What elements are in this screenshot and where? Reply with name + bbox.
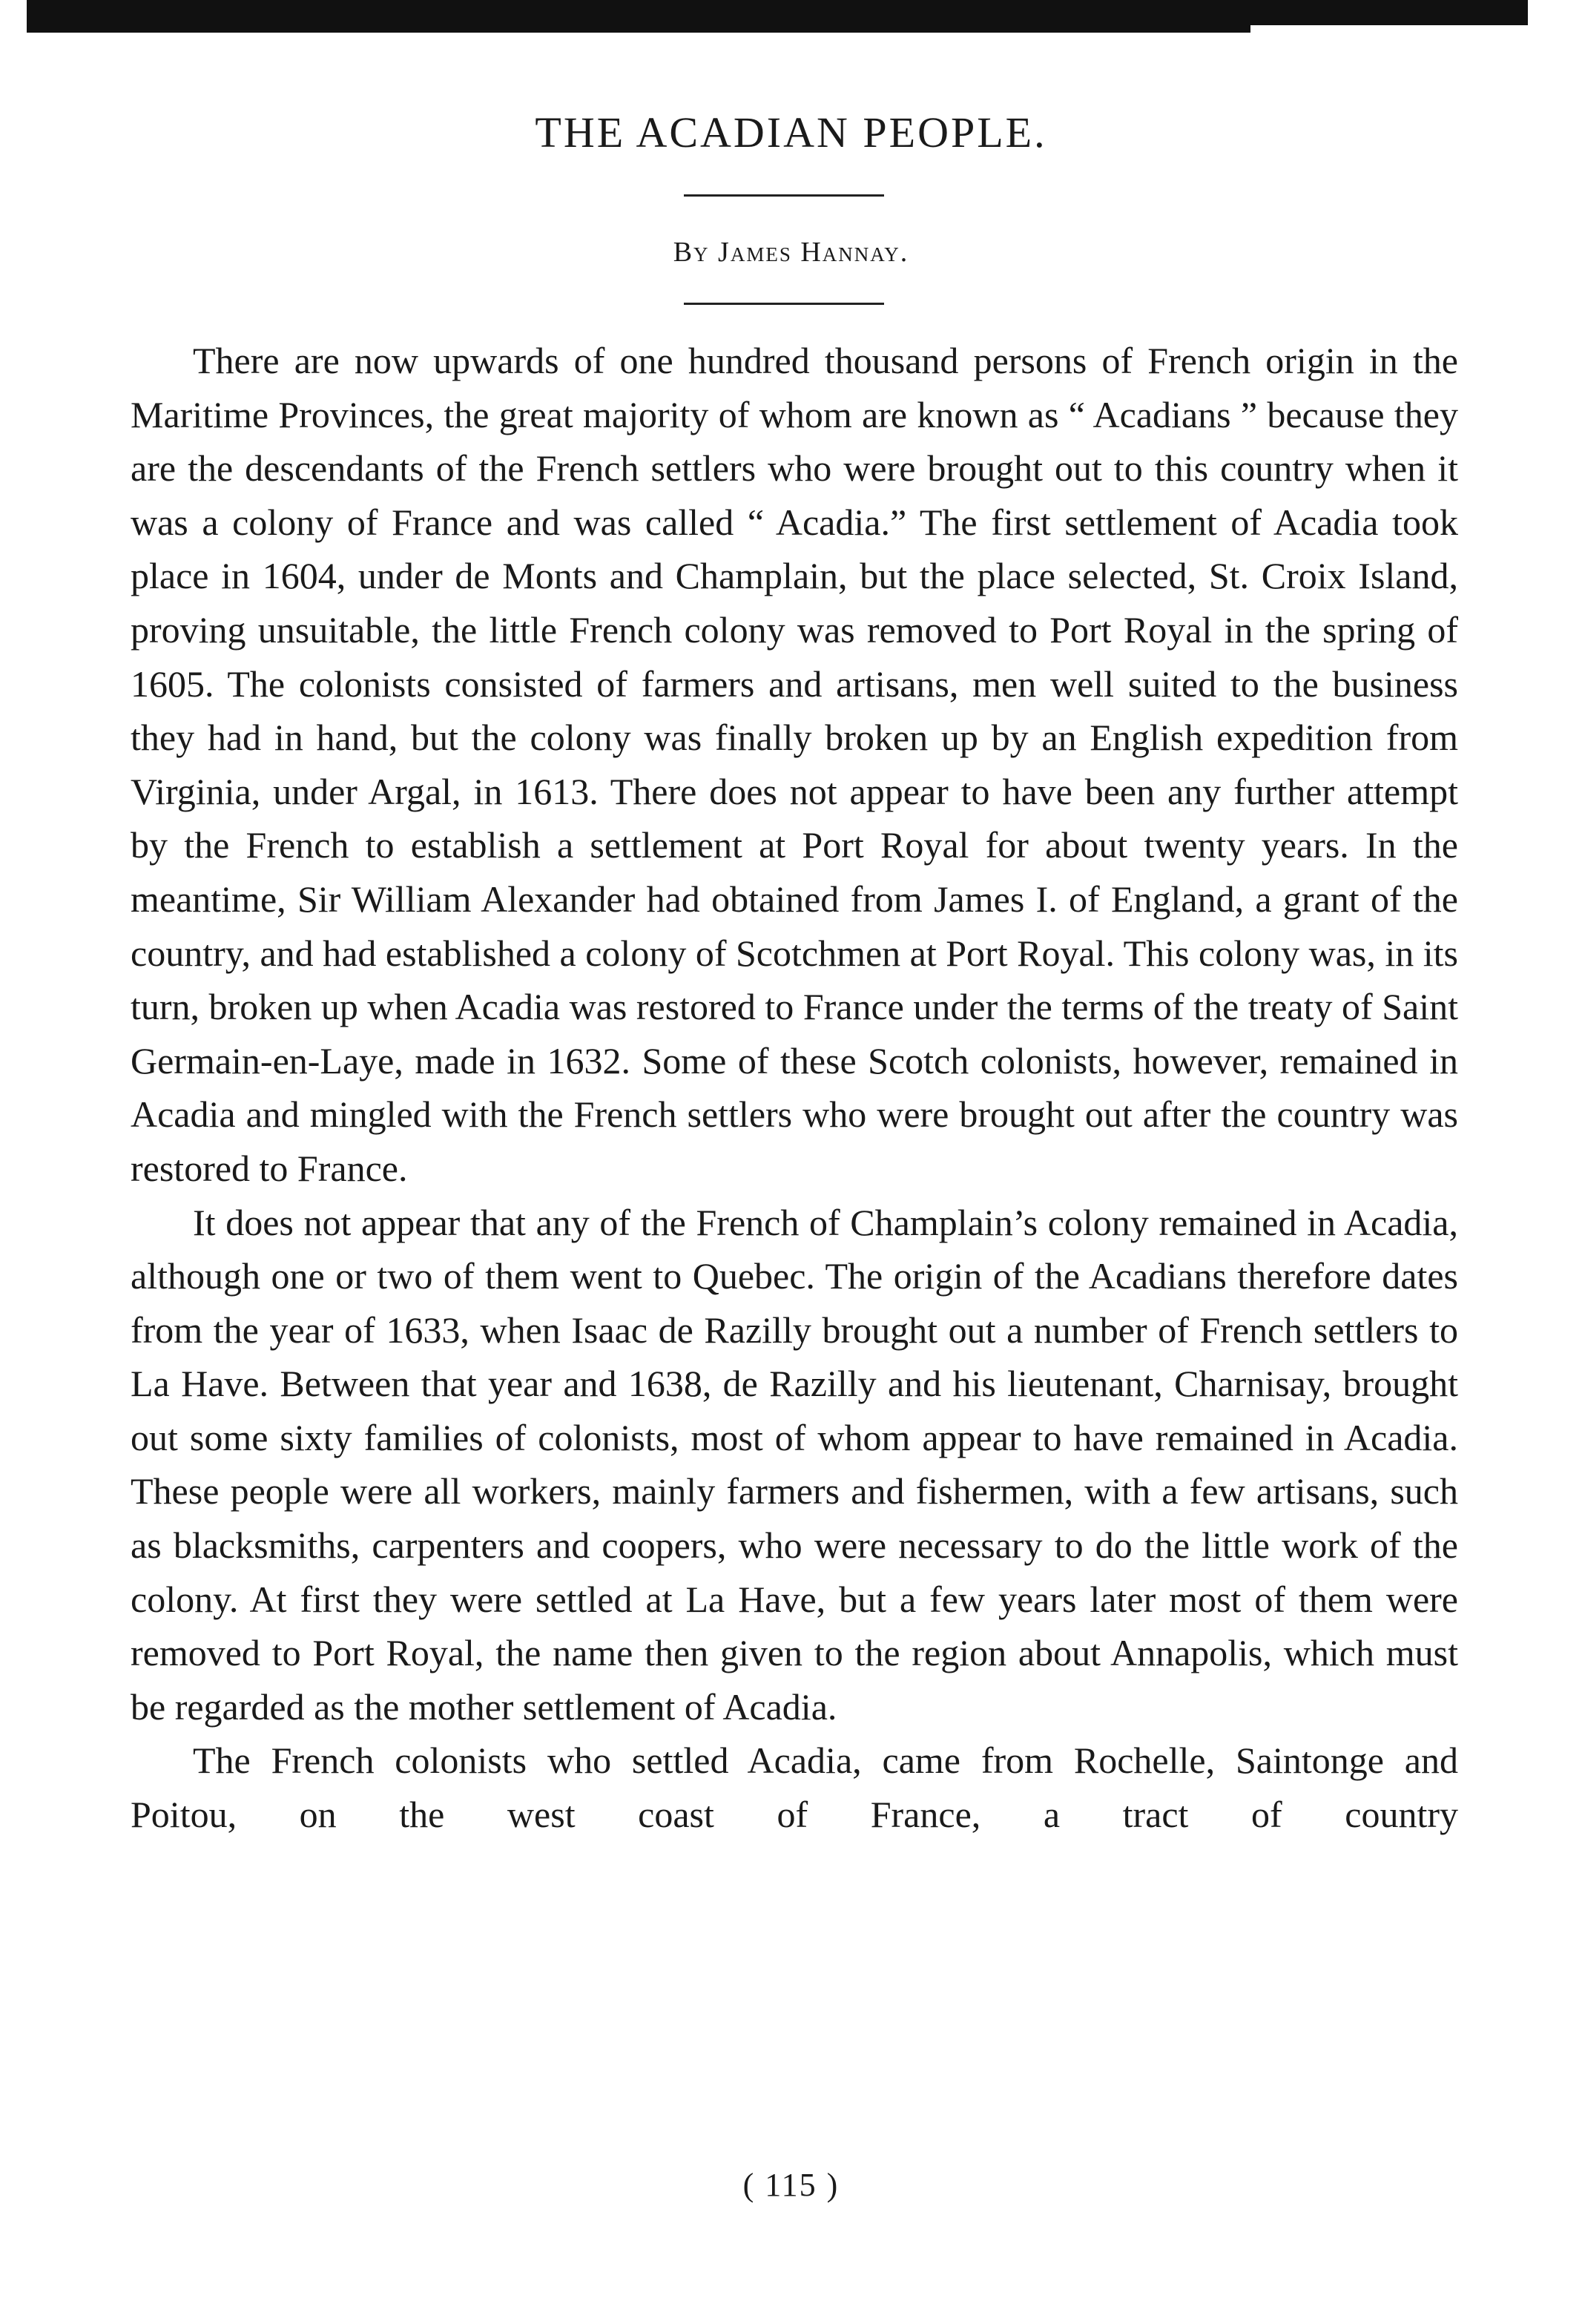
article-body [131, 334, 1458, 1842]
author-byline: By James Hannay. [673, 237, 909, 268]
byline-divider [684, 303, 884, 305]
paragraph-1: There are now upwards of one hundred thousand persons of French origin in the Maritime Provinces, the great majority of whom are known as “ Acadians ” because they are the descendants of the French settlers who were brought out to this country when it was a colony of France and was called “ Acadia.” The first settlement of Acadia took place in 1604, under de Monts and Champlain, but the place selected, St. Croix Island, proving unsuitable, the little French colony was removed to Port Royal in the spring of 1605. The colonists consisted of farmers and artisans, men well suited to the business they had in hand, but the colony was finally broken up by an English expedition from Virginia, under Argal, in 1613. There does not appear to have been any further attempt by the French to establish a settlement at Port Royal for about twenty years. In the meantime, Sir William Alexander had obtained from James I. of England, a grant of the country, and had established a colony of Scotchmen at Port Royal. This colony was, in its turn, broken up when Acadia was restored to France under the terms of the treaty of Saint Germain-en-Laye, made in 1632. Some of these Scotch colonists, however, remained in Acadia and mingled with the French settlers who were brought out after the country was restored to France. [131, 340, 1458, 1189]
top-border-rule [27, 0, 1528, 25]
article-title: THE ACADIAN PEOPLE. [535, 108, 1047, 157]
title-divider [684, 194, 884, 197]
page-number: ( 115 ) [742, 2167, 840, 2203]
paragraph-2: It does not appear that any of the French of Champlain’s colony remained in Acadia, although one or two of them went to Quebec. The origin of the Acadians therefore dates from the year of 1633, when Isaac de Razilly brought out a number of French settlers to La Have. Between that year and 1638, de Razilly and his lieutenant, Charnisay, brought out some sixty families of colonists, most of whom appear to have remained in Acadia. These people were all workers, mainly farmers and fishermen, with a few artisans, such as blacksmiths, carpenters and coopers, who were necessary to do the little work of the colony. At first they were settled at La Have, but a few years later most of them were removed to Port Royal, the name then given to the region about Annapolis, which must be regarded as the mother settlement of Acadia. [131, 1201, 1458, 1728]
paragraph-3: The French colonists who settled Acadia, came from Rochelle, Saintonge and Poitou, on the west coast of France, a tract of country [131, 1739, 1458, 1836]
